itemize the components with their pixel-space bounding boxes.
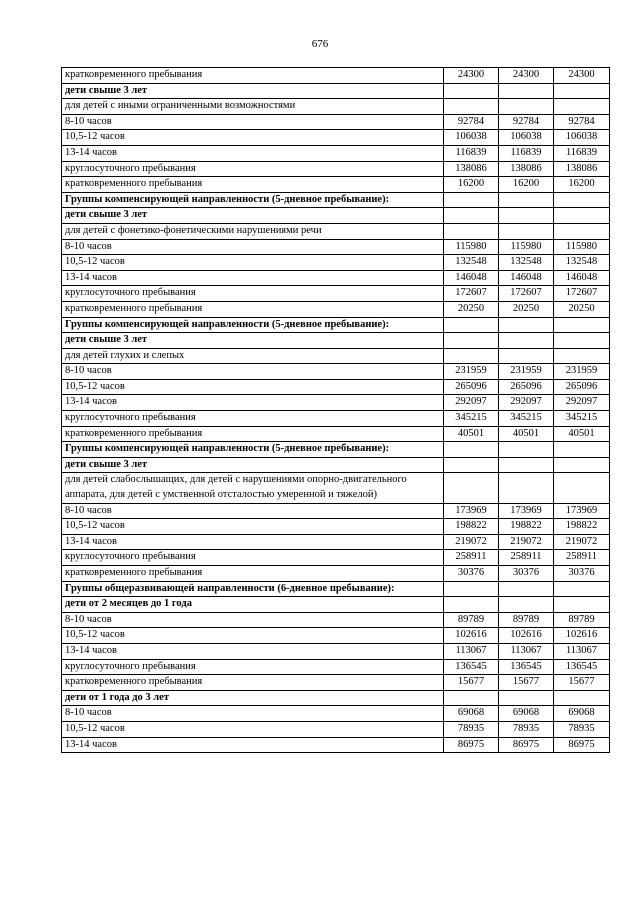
row-label-cell: для детей глухих и слепых — [62, 348, 444, 364]
table-row — [62, 457, 610, 473]
value-cell-3: 116839 — [554, 145, 610, 161]
value-cell-3: 173969 — [554, 503, 610, 519]
row-label-cell: круглосуточного пребывания — [62, 286, 444, 302]
value-cell-1: 132548 — [444, 255, 499, 271]
value-cell-2: 102616 — [499, 628, 554, 644]
value-cell-2: 345215 — [499, 411, 554, 427]
section-heading-cell: Группы компенсирующей направленности (5-дневное пребывание): — [62, 442, 444, 458]
row-label-cell: круглосуточного пребывания — [62, 161, 444, 177]
table-row — [62, 145, 610, 161]
section-heading-cell: Группы компенсирующей направленности (5-дневное пребывание): — [62, 192, 444, 208]
value-cell-1 — [444, 333, 499, 349]
table-row — [62, 286, 610, 302]
value-cell-3: 138086 — [554, 161, 610, 177]
row-label-cell: 8-10 часов — [62, 114, 444, 130]
value-cell-3 — [554, 317, 610, 333]
value-cell-3 — [554, 333, 610, 349]
table-row — [62, 83, 610, 99]
value-cell-1 — [444, 690, 499, 706]
value-cell-2: 86975 — [499, 737, 554, 753]
section-heading-cell: дети свыше 3 лет — [62, 457, 444, 473]
value-cell-1: 198822 — [444, 519, 499, 535]
value-cell-1: 138086 — [444, 161, 499, 177]
row-label-cell: кратковременного пребывания — [62, 675, 444, 691]
table-row — [62, 395, 610, 411]
value-cell-1: 69068 — [444, 706, 499, 722]
row-label-cell: кратковременного пребывания — [62, 301, 444, 317]
value-cell-1: 24300 — [444, 68, 499, 84]
value-cell-3: 24300 — [554, 68, 610, 84]
row-label-cell: 13-14 часов — [62, 270, 444, 286]
value-cell-1: 92784 — [444, 114, 499, 130]
value-cell-1 — [444, 457, 499, 473]
table-row — [62, 534, 610, 550]
value-cell-2: 292097 — [499, 395, 554, 411]
table-row — [62, 721, 610, 737]
value-cell-3 — [554, 348, 610, 364]
table-row — [62, 317, 610, 333]
row-label-cell: кратковременного пребывания — [62, 68, 444, 84]
value-cell-1 — [444, 581, 499, 597]
value-cell-1 — [444, 473, 499, 503]
value-cell-1: 102616 — [444, 628, 499, 644]
value-cell-1: 40501 — [444, 426, 499, 442]
value-cell-1: 292097 — [444, 395, 499, 411]
value-cell-3 — [554, 690, 610, 706]
value-cell-1: 172607 — [444, 286, 499, 302]
section-heading-cell: дети свыше 3 лет — [62, 208, 444, 224]
table-row — [62, 659, 610, 675]
row-label-cell: 8-10 часов — [62, 364, 444, 380]
value-cell-1: 15677 — [444, 675, 499, 691]
value-cell-3: 89789 — [554, 612, 610, 628]
value-cell-3: 172607 — [554, 286, 610, 302]
value-cell-2: 231959 — [499, 364, 554, 380]
value-cell-1 — [444, 317, 499, 333]
value-cell-3 — [554, 597, 610, 613]
row-label-cell: 8-10 часов — [62, 706, 444, 722]
value-cell-3 — [554, 223, 610, 239]
value-cell-2: 173969 — [499, 503, 554, 519]
row-label-cell: кратковременного пребывания — [62, 177, 444, 193]
section-heading-cell: Группы общеразвивающей направленности (6-дневное пребывание): — [62, 581, 444, 597]
table-row — [62, 690, 610, 706]
value-cell-3: 102616 — [554, 628, 610, 644]
section-heading-cell: дети свыше 3 лет — [62, 333, 444, 349]
value-cell-2: 115980 — [499, 239, 554, 255]
value-cell-2: 30376 — [499, 566, 554, 582]
value-cell-3: 30376 — [554, 566, 610, 582]
value-cell-2: 116839 — [499, 145, 554, 161]
table-row — [62, 442, 610, 458]
table-row — [62, 426, 610, 442]
value-cell-3 — [554, 99, 610, 115]
row-label-cell: 10,5-12 часов — [62, 255, 444, 271]
value-cell-1: 16200 — [444, 177, 499, 193]
section-heading-cell: дети от 2 месяцев до 1 года — [62, 597, 444, 613]
value-cell-2: 16200 — [499, 177, 554, 193]
row-label-cell: 10,5-12 часов — [62, 721, 444, 737]
table-row — [62, 628, 610, 644]
value-cell-1: 89789 — [444, 612, 499, 628]
value-cell-1 — [444, 83, 499, 99]
value-cell-1: 116839 — [444, 145, 499, 161]
value-cell-3: 16200 — [554, 177, 610, 193]
value-cell-3: 292097 — [554, 395, 610, 411]
value-cell-1: 265096 — [444, 379, 499, 395]
table-row — [62, 706, 610, 722]
value-cell-2: 258911 — [499, 550, 554, 566]
value-cell-2 — [499, 597, 554, 613]
value-cell-3: 132548 — [554, 255, 610, 271]
value-cell-2 — [499, 690, 554, 706]
value-cell-2: 136545 — [499, 659, 554, 675]
page-number: 676 — [311, 38, 329, 50]
row-label-cell: для детей слабослышащих, для детей с нарушениями опорно-двигательного аппарата, для детей с умственной отсталостью умеренной и тяжелой) — [62, 473, 444, 503]
value-cell-3: 219072 — [554, 534, 610, 550]
table-row — [62, 192, 610, 208]
value-cell-2 — [499, 223, 554, 239]
value-cell-3: 86975 — [554, 737, 610, 753]
value-cell-3 — [554, 473, 610, 503]
value-cell-3 — [554, 208, 610, 224]
value-cell-3: 136545 — [554, 659, 610, 675]
row-label-cell: 8-10 часов — [62, 612, 444, 628]
value-cell-3: 345215 — [554, 411, 610, 427]
table-row — [62, 223, 610, 239]
table-row — [62, 411, 610, 427]
row-label-cell: кратковременного пребывания — [62, 426, 444, 442]
table-row — [62, 208, 610, 224]
value-cell-1 — [444, 348, 499, 364]
value-cell-1: 30376 — [444, 566, 499, 582]
value-cell-3: 69068 — [554, 706, 610, 722]
value-cell-2: 265096 — [499, 379, 554, 395]
value-cell-3: 113067 — [554, 643, 610, 659]
value-cell-2: 113067 — [499, 643, 554, 659]
value-cell-2 — [499, 192, 554, 208]
value-cell-2 — [499, 208, 554, 224]
value-cell-3: 198822 — [554, 519, 610, 535]
table-row — [62, 364, 610, 380]
value-cell-2 — [499, 99, 554, 115]
value-cell-3: 146048 — [554, 270, 610, 286]
value-cell-1: 113067 — [444, 643, 499, 659]
value-cell-3: 92784 — [554, 114, 610, 130]
value-cell-3: 40501 — [554, 426, 610, 442]
table-row — [62, 597, 610, 613]
row-label-cell: 10,5-12 часов — [62, 130, 444, 146]
value-cell-2: 15677 — [499, 675, 554, 691]
table-row — [62, 550, 610, 566]
row-label-cell: для детей с фонетико-фонетическими нарушениями речи — [62, 223, 444, 239]
value-cell-3: 231959 — [554, 364, 610, 380]
table-row — [62, 643, 610, 659]
value-cell-3: 106038 — [554, 130, 610, 146]
value-cell-2 — [499, 317, 554, 333]
value-cell-3 — [554, 83, 610, 99]
section-heading-cell: дети свыше 3 лет — [62, 83, 444, 99]
value-cell-2: 106038 — [499, 130, 554, 146]
value-cell-3: 20250 — [554, 301, 610, 317]
value-cell-1 — [444, 192, 499, 208]
value-cell-1: 86975 — [444, 737, 499, 753]
value-cell-2: 219072 — [499, 534, 554, 550]
table-row — [62, 612, 610, 628]
value-cell-2: 92784 — [499, 114, 554, 130]
value-cell-2 — [499, 442, 554, 458]
table-row — [62, 68, 610, 84]
value-cell-2: 198822 — [499, 519, 554, 535]
row-label-cell: кратковременного пребывания — [62, 566, 444, 582]
value-cell-1 — [444, 208, 499, 224]
table-row — [62, 473, 610, 503]
value-cell-1: 258911 — [444, 550, 499, 566]
section-heading-cell: Группы компенсирующей направленности (5-дневное пребывание): — [62, 317, 444, 333]
table-row — [62, 99, 610, 115]
value-cell-2: 138086 — [499, 161, 554, 177]
value-cell-2: 40501 — [499, 426, 554, 442]
table-row — [62, 519, 610, 535]
value-cell-2: 172607 — [499, 286, 554, 302]
row-label-cell: для детей с иными ограниченными возможностями — [62, 99, 444, 115]
value-cell-1 — [444, 442, 499, 458]
table-row — [62, 581, 610, 597]
row-label-cell: 10,5-12 часов — [62, 519, 444, 535]
row-label-cell: 13-14 часов — [62, 395, 444, 411]
value-cell-2 — [499, 83, 554, 99]
value-cell-3 — [554, 581, 610, 597]
table-row — [62, 161, 610, 177]
table-row — [62, 333, 610, 349]
table-row — [62, 675, 610, 691]
value-cell-1: 20250 — [444, 301, 499, 317]
value-cell-2 — [499, 457, 554, 473]
section-heading-cell: дети от 1 года до 3 лет — [62, 690, 444, 706]
value-cell-3: 265096 — [554, 379, 610, 395]
value-cell-2 — [499, 333, 554, 349]
value-cell-2 — [499, 581, 554, 597]
row-label-cell: 13-14 часов — [62, 145, 444, 161]
row-label-cell: 10,5-12 часов — [62, 379, 444, 395]
value-cell-2: 78935 — [499, 721, 554, 737]
value-cell-2: 24300 — [499, 68, 554, 84]
table-row — [62, 130, 610, 146]
tariff-table — [61, 67, 610, 753]
value-cell-1: 115980 — [444, 239, 499, 255]
value-cell-3: 78935 — [554, 721, 610, 737]
value-cell-3 — [554, 442, 610, 458]
value-cell-3: 258911 — [554, 550, 610, 566]
row-label-cell: круглосуточного пребывания — [62, 659, 444, 675]
table-row — [62, 737, 610, 753]
row-label-cell: 13-14 часов — [62, 737, 444, 753]
value-cell-1 — [444, 597, 499, 613]
table-row — [62, 114, 610, 130]
value-cell-3: 115980 — [554, 239, 610, 255]
table-row — [62, 348, 610, 364]
value-cell-1: 231959 — [444, 364, 499, 380]
row-label-cell: круглосуточного пребывания — [62, 550, 444, 566]
value-cell-2 — [499, 348, 554, 364]
value-cell-1: 106038 — [444, 130, 499, 146]
value-cell-1: 146048 — [444, 270, 499, 286]
value-cell-1: 136545 — [444, 659, 499, 675]
value-cell-3: 15677 — [554, 675, 610, 691]
row-label-cell: 8-10 часов — [62, 503, 444, 519]
table-row — [62, 239, 610, 255]
row-label-cell: круглосуточного пребывания — [62, 411, 444, 427]
row-label-cell: 13-14 часов — [62, 534, 444, 550]
row-label-cell: 10,5-12 часов — [62, 628, 444, 644]
value-cell-1 — [444, 99, 499, 115]
table-row — [62, 379, 610, 395]
row-label-cell: 13-14 часов — [62, 643, 444, 659]
value-cell-3 — [554, 457, 610, 473]
table-row — [62, 566, 610, 582]
value-cell-1 — [444, 223, 499, 239]
table-row — [62, 270, 610, 286]
table-row — [62, 301, 610, 317]
value-cell-2 — [499, 473, 554, 503]
row-label-cell: 8-10 часов — [62, 239, 444, 255]
value-cell-1: 78935 — [444, 721, 499, 737]
value-cell-2: 146048 — [499, 270, 554, 286]
value-cell-2: 89789 — [499, 612, 554, 628]
value-cell-3 — [554, 192, 610, 208]
table-row — [62, 255, 610, 271]
value-cell-1: 345215 — [444, 411, 499, 427]
tariff-table-body — [62, 68, 610, 753]
table-row — [62, 503, 610, 519]
value-cell-2: 132548 — [499, 255, 554, 271]
value-cell-1: 219072 — [444, 534, 499, 550]
table-row — [62, 177, 610, 193]
value-cell-2: 20250 — [499, 301, 554, 317]
value-cell-2: 69068 — [499, 706, 554, 722]
value-cell-1: 173969 — [444, 503, 499, 519]
